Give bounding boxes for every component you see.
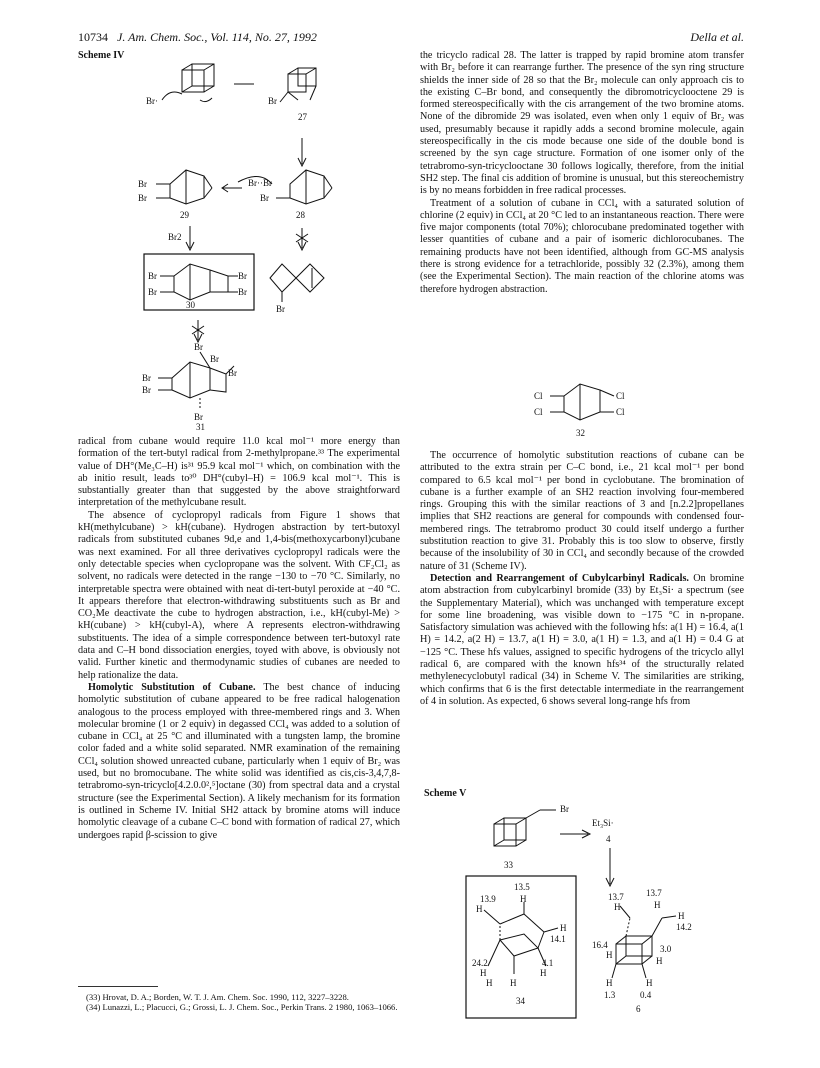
label-4: 4 [606,834,611,844]
paragraph: Treatment of a solution of cubane in CCl₄ with a saturated solution of chlorine (2 equiv) in CCl₄ at 20 °C led to an instantaneous reaction. There were five major components (total 70%); chlorocubane predominated together with lesser quantities of cubane and a pair of isomeric dichlorocubanes. The remaining products have not been identified, although from GC-MS analysis there is strong evidence for a tetrachloride, possibly 32 (2.3%), among them (see the Experimental Section). The main reaction of the chlorine atoms was therefore hydrogen abstraction. [420,197,745,295]
page-number: 10734 [78,30,108,44]
paragraph [78,682,400,842]
paragraph-body: The best chance of inducing homolytic substitution of cubane appeared to be free radical halogenation analogous to the process employed with three-membered rings and 3. When molecular bromine (1 or 2 equiv) in degassed CCl₄ was added to a solution of cubane in CCl₄ at 25 °C and illuminated with a tungsten lamp, the bromine color faded and a white solid separated. NMR examination of the remaining CCl₄ solution showed unreacted cubane, particularly when 1 equiv of Br₂ was used, but no bromocubane. The white solid was identified as cis,cis-3,4,7,8-tetrabromo-syn-tricyclo[4.2.0.0²,⁵]octane (30) from spectral data and a crystal structure (see the Experimental Section). A likely mechanism for its formation is outlined in Scheme IV. Initial SH2 attack by bromine atoms will induce homolytic cleavage of a cubane C–C bond with formation of radical 27, which undergoes rapid β-scission to give [78,681,401,841]
hfs-6-f: 1.3 [604,990,616,1000]
label-cl: Cl [534,407,543,417]
label-31: 31 [196,422,205,430]
label-30: 30 [186,300,195,310]
hfs-6-b: 13.7 [608,892,624,902]
label-br: Br [210,354,219,364]
section-heading: Detection and Rearrangement of Cubylcarbinyl Radicals. [430,572,689,584]
cubylcarbinyl-bromide-33 [494,810,556,846]
compound-32-diagram [530,378,640,442]
hfs-6-g: 0.4 [640,990,652,1000]
footnotes [78,992,400,1013]
label-h: H [656,956,663,966]
paragraph-body: On bromine atom abstraction from cubylcarbinyl bromide (33) by Et₃Si· a spectrum (see the Supplementary Material), which was unchanged with temperature except for some line broadening, was visible down to −175 °C in n-propane. Satisfactory simulation was achieved with the following hfs: a(1 H) = 16.4, a(1 H) = 14.2, a(2 H) = 13.7, a(1 H) = 3.0, a(1 H) = 1.3, and a(1 H) = 0.4 G at −125 °C. These hfs values, assigned to specific hydrogens of the tricyclo allyl radical 6, are compared with the known hfs³⁴ of the structurally related methylenecyclobutyl radical (34) in Scheme V. The similarities are striking, which confirms that 6 is the first detectable intermediate in the rearrangement of 4 in solution. As expected, 6 shows several long-range hfs from [420,572,744,707]
label-h: H [486,978,493,988]
label-br: Br [260,193,269,203]
label-6: 6 [636,1004,641,1014]
footnote-34: (34) Lunazzi, L.; Placucci, G.; Grossi, L. J. Chem. Soc., Perkin Trans. 2 1980, 1063–1066. [86,1002,398,1013]
radical-28-structure [276,170,332,204]
header-left [78,30,317,45]
label-br2: Br2 [168,232,182,242]
label-br: Br [228,368,237,378]
paragraph: The occurrence of homolytic substitution reactions of cubane can be attributed to the extra strain per C–C bond, i.e., 21 kcal mol⁻¹ per bond compared to 6.5 kcal mol⁻¹ per bond in cyclobutane. The bromination of cubane is a further example of an SH2 reaction involving four-membered rings. Grouping this with the similar reactions of 3 and [n.2.2]propellanes implies that SH2 reactions are general for compounds with condensed four-membered rings. The tetrabromo product 30 could itself undergo a further substitution reaction to give 31. Probably this is too slow to observe, firstly because of the insolubility of 30 in CCl₄ and secondly because of the crowded nature of 31 (Scheme IV). [420,450,744,572]
running-header [78,30,744,46]
label-27: 27 [298,112,307,122]
label-br: Br [138,193,147,203]
label-br: Br [142,373,151,383]
hfs-6-c: 14.2 [676,922,692,932]
section-heading: Homolytic Substitution of Cubane. [88,681,256,693]
label-28: 28 [296,210,305,220]
label-br: Br [276,304,285,314]
curved-arrow [162,92,182,100]
scheme-v-diagram [440,798,720,1024]
hexabromide-31-structure [158,352,234,410]
product-30-box [144,254,254,310]
label-br: Br [560,804,569,814]
paragraph: radical from cubane would require 11.0 kcal mol⁻¹ more energy than formation of the tert-butyl radical from 2-methylpropane.³³ The experimental value of DH°(Me₃C–H) is³¹ 95.9 kcal mol⁻¹ which, on combination with the ab initio result, leads to³⁰ DH°(cubyl–H) = 106.9 kcal mol⁻¹. This is substantially greater than that suggested by the above straightforward interpretation of the methylcubane result. [78,436,400,509]
label-h: H [654,900,661,910]
paragraph: the tricyclo radical 28. The latter is trapped by rapid bromine atom transfer with Br₂ before it can rearrange further. The presence of the syn ring structure shields the inner side of 28 so that the Br₂ molecule can only approach cis to the existing C–Br bond, and consequently the dibromotricyclooctene 29 is formed stereospecifically with the cis arrangement of the two bromine atoms. None of the dibromide 29 was isolated, even when only 1 equiv of Br₂ was used, presumably because it rapidly adds a second bromine molecule, again stereospecifically in the cis mode because one side of the double bond is screened by the syn cage structure. Formation of one isomer only of the tetrabromo-syn-tricyclooctane 30 follows logically, therefore, from the initial SH2 step. The final cis addition of bromine is unusual, but this stereochemistry is by no means forbidden in free radical processes. [420,50,744,197]
label-33: 33 [504,860,513,870]
radical-27-structure [280,68,316,102]
label-h: H [520,894,527,904]
label-32: 32 [576,428,585,438]
label-cl: Cl [534,391,543,401]
hfs-6-d: 16.4 [592,940,608,950]
label-h: H [476,904,483,914]
label-34: 34 [516,996,525,1006]
hfs-34-d: 24.2 [472,958,488,968]
reagent-label: Et₃Si· [592,818,614,828]
label-h: H [540,968,547,978]
label-br: Br [194,412,203,422]
label-br: Br [238,271,247,281]
label-br-br: Br··Br [248,178,272,188]
paragraph: The absence of cyclopropyl radicals from Figure 1 shows that kH(methylcubane) > kH(cubane). Hydrogen abstraction by tert-butoxyl radicals from substituted cubanes 9d,e and 1,4-bis(methoxycarbonyl)cubane was next examined. For all three derivatives cyclopropyl radicals were the only detectable species when cyclopropane was the solvent. With CF₂Cl₂ as solvent, no radicals were detected in the range −130 to −70 °C. Similarly, no interpretable spectra were obtained with neat di-tert-butyl peroxide at −40 °C. It appears therefore that electron-withdrawing substituents such as Br and CO₂Me deactivate the cube to hydrogen abstraction, i.e., kH(cubyl-Me) > kH(cubane) > kH(cubyl-A), where A represents electron-withdrawing substituents. The idea of a simple correspondence between tert-butoxyl rate data and C–H bond dissociation energies, toyed with above, is obviously not valid. Further kinetic and thermodynamic studies of cubanes are needed to help rationalize the data. [78,509,400,681]
label-br: Br [148,287,157,297]
label-br-dot: Br· [146,96,158,106]
header-authors: Della et al. [690,30,744,44]
right-column-top [420,50,744,296]
footnote-33: (33) Hrovat, D. A.; Borden, W. T. J. Am. Chem. Soc. 1990, 112, 3227–3228. [86,992,349,1002]
hfs-34-b: 13.9 [480,894,496,904]
scheme-v-title: Scheme V [424,788,467,799]
hfs-6-a: 13.7 [646,888,662,898]
label-h: H [678,911,685,921]
label-h: H [480,968,487,978]
tetrabromide-30-structure [160,264,238,300]
journal-citation: J. Am. Chem. Soc., Vol. 114, No. 27, 1992 [117,30,317,44]
hfs-34-e: 4.1 [542,958,554,968]
label-h: H [510,978,517,988]
tricyclo-allyl-radical-6 [612,906,676,978]
label-29: 29 [180,210,189,220]
hfs-34-a: 13.5 [514,882,530,892]
label-br: Br [142,385,151,395]
label-br: Br [194,342,203,352]
label-h: H [606,950,613,960]
dibromide-29-structure [156,170,212,204]
footnote-rule [78,986,158,987]
hfs-6-e: 3.0 [660,944,672,954]
label-br: Br [148,271,157,281]
label-h: H [646,978,653,988]
left-column [78,436,400,842]
paragraph [420,573,744,708]
scheme-iv-diagram [130,58,360,430]
cubane-structure [182,64,214,92]
label-br: Br [268,96,277,106]
right-column-bottom [420,450,744,708]
hfs-34-c: 14.1 [550,934,566,944]
label-cl: Cl [616,407,625,417]
label-h: H [606,978,613,988]
scheme-iv-title: Scheme IV [78,50,125,61]
label-br: Br [138,179,147,189]
label-h: H [614,902,621,912]
cyclobutadiene-structure [270,264,324,302]
label-br: Br [238,287,247,297]
label-h: H [560,923,567,933]
label-cl: Cl [616,391,625,401]
